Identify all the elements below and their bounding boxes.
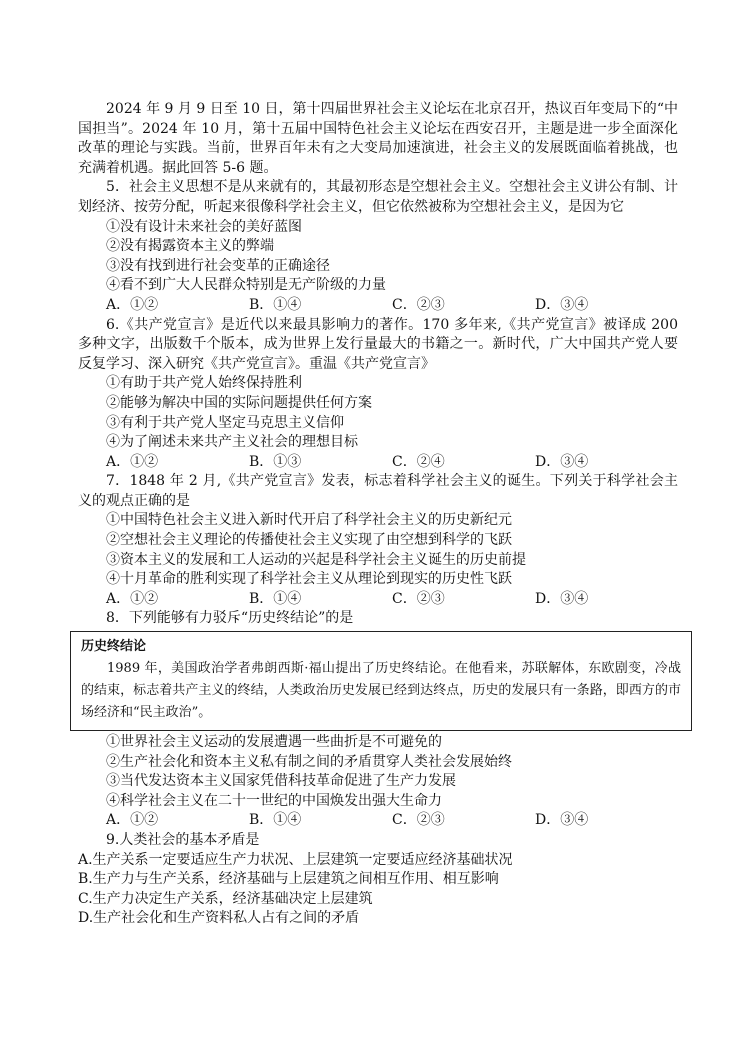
q7-item: ④十月革命的胜利实现了科学社会主义从理论到现实的历史性飞跃 (106, 571, 512, 588)
choice-c: C．②④ (392, 453, 445, 470)
q5-choices (78, 296, 678, 316)
q8-item: ④科学社会主义在二十一世纪的中国焕发出强大生命力 (106, 792, 442, 809)
q7-stem: 7．1848 年 2 月,《共产党宣言》发表，标志着科学社会主义的诞生。下列关于科学社会主义的观点正确的是 (78, 473, 678, 509)
material-box (70, 631, 692, 731)
q8-choices (78, 811, 678, 831)
choice-b: B．①④ (249, 296, 302, 313)
material-title: 历史终结论 (81, 639, 147, 655)
choice-c: C．②③ (392, 296, 445, 313)
q6-stem: 6.《共产党宣言》是近代以来最具影响力的著作。170 多年来,《共产党宣言》被译成 200 多种文字，出版数千个版本，成为世界上发行量最大的书籍之一。新时代，广大中国共产党人要反复学习、深入研究《共产党宣言》。重温《共产党宣言》 (78, 316, 678, 372)
choice-c: C．②③ (392, 590, 445, 607)
q5-item: ②没有揭露资本主义的弊端 (106, 238, 274, 255)
q8-item: ①世界社会主义运动的发展遭遇一些曲折是不可避免的 (106, 734, 442, 751)
q9-option-d: D.生产社会化和生产资料私人占有之间的矛盾 (78, 910, 360, 927)
q9-option-c: C.生产力决定生产关系，经济基础决定上层建筑 (78, 890, 373, 907)
choice-b: B．①③ (249, 453, 302, 470)
q8-item: ②生产社会化和资本主义私有制之间的矛盾贯穿人类社会发展始终 (106, 753, 512, 770)
choice-d: D．③④ (535, 812, 589, 829)
choice-c: C．②③ (392, 812, 445, 829)
q8-stem: 8．下列能够有力驳斥“历史终结论”的是 (106, 610, 354, 627)
material-body: 1989 年，美国政治学者弗朗西斯·福山提出了历史终结论。在他看来，苏联解体，东欧剧变，冷战的结束，标志着共产主义的终结，人类政治历史发展已经到达终点，历史的发展只有一条路，即西方的市场经济和“民主政治”。 (81, 661, 681, 721)
q6-item: ④为了阐述未来共产主义社会的理想目标 (106, 434, 358, 451)
choice-d: D．③④ (535, 296, 589, 313)
q7-choices (78, 590, 678, 610)
q6-item: ③有利于共产党人坚定马克思主义信仰 (106, 414, 344, 431)
q6-item: ②能够为解决中国的实际问题提供任何方案 (106, 394, 372, 411)
choice-a: A．①② (106, 812, 159, 829)
intro-paragraph: 2024 年 9 月 9 日至 10 日，第十四届世界社会主义论坛在北京召开，热议百年变局下的“中国担当”。2024 年 10 月，第十五届中国特色社会主义论坛在西安召开，主题是进一步全面深化改革的理论与实践。当前，世界百年未有之大变局加速演进，社会主义的发展既面临着挑战，也充满着机遇。据此回答 5-6 题。 (78, 101, 678, 176)
q5-item: ③没有找到进行社会变革的正确途径 (106, 257, 330, 274)
q9-option-b: B.生产力与生产关系，经济基础与上层建筑之间相互作用、相互影响 (78, 871, 499, 888)
q5-item: ①没有设计未来社会的美好蓝图 (106, 218, 302, 235)
choice-a: A．①② (106, 296, 159, 313)
choice-d: D．③④ (535, 453, 589, 470)
q6-item: ①有助于共产党人始终保持胜利 (106, 375, 302, 392)
q8-item: ③当代发达资本主义国家凭借科技革命促进了生产力发展 (106, 773, 456, 790)
q5-stem: 5．社会主义思想不是从来就有的，其最初形态是空想社会主义。空想社会主义讲公有制、计划经济、按劳分配，听起来很像科学社会主义，但它依然被称为空想社会主义，是因为它 (78, 179, 678, 215)
q7-item: ②空想社会主义理论的传播使社会主义实现了由空想到科学的飞跃 (106, 532, 512, 549)
choice-b: B．①④ (249, 812, 302, 829)
q7-item: ①中国特色社会主义进入新时代开启了科学社会主义的历史新纪元 (106, 512, 512, 529)
q9-option-a: A.生产关系一定要适应生产力状况、上层建筑一定要适应经济基础状况 (78, 851, 513, 868)
exam-page (78, 100, 681, 929)
choice-a: A．①② (106, 590, 159, 607)
q6-choices (78, 453, 678, 473)
q5-item: ④看不到广大人民群众特别是无产阶级的力量 (106, 277, 386, 294)
choice-b: B．①④ (249, 590, 302, 607)
q9-stem: 9.人类社会的基本矛盾是 (106, 832, 260, 848)
choice-d: D．③④ (535, 590, 589, 607)
q7-item: ③资本主义的发展和工人运动的兴起是科学社会主义诞生的历史前提 (106, 551, 526, 568)
choice-a: A．①② (106, 453, 159, 470)
